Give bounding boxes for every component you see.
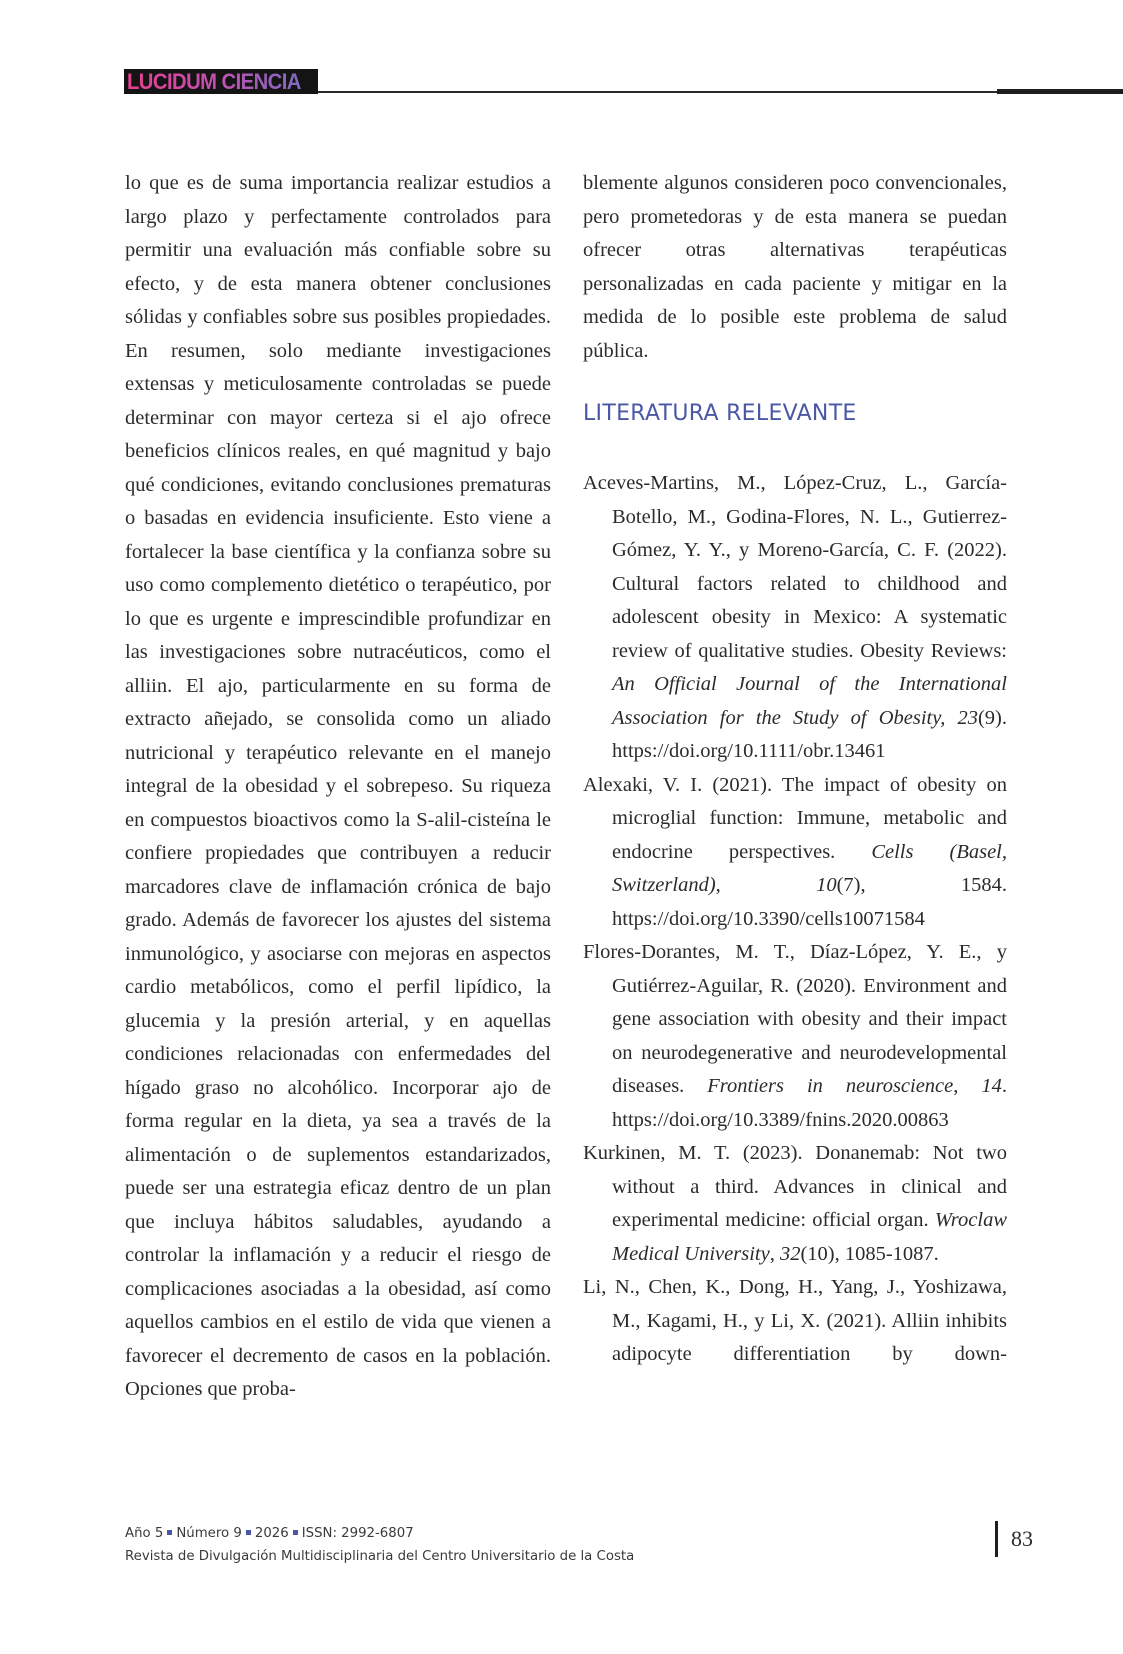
body-paragraph: lo que es de suma importancia realizar estudios a largo plazo y perfectamente controlados para permitir una evaluación más confiable sobre su efecto, y de esta manera obtener conclusiones sólidas y confiables sobre sus posibles propiedades. En resumen, solo mediante investigaciones extensas y meticulosamente controladas se puede determinar con mayor certeza si el ajo ofrece beneficios clínicos reales, en qué magnitud y bajo qué condiciones, evitando conclusiones prematuras o basadas en evidencia insuficiente. Esto viene a fortalecer la base científica y la confianza sobre su uso como complemento dietético o terapéutico, por lo que es urgente e imprescindible profundizar en las investigaciones sobre nutracéuticos, como el alliin. El ajo, particularmente en su forma de extracto añejado, se consolida como un aliado nutricional y terapéutico relevante en el manejo integral de la obesidad y el sobrepeso. Su riqueza en compuestos bioactivos como la S-alil-cisteína le confiere propiedades que contribuyen a reducir marcadores clave de inflamación crónica de bajo grado. Además de favorecer los ajustes del sistema inmunológico, y asociarse con mejoras en aspectos cardio metabólicos, como el perfil lipídico, la glucemia y la presión arterial, y en aquellas condiciones relacionadas con enfermedades del hígado graso no alcohólico. Incorporar ajo de forma regular en la dieta, ya sea a través de la alimentación o de suplementos estandarizados, puede ser una estrategia eficaz dentro de un plan que incluya hábitos saludables, ayudando a controlar la inflamación y a reducir el riesgo de complicaciones asociadas a la obesidad, así como aquellos cambios en el estilo de vida que vienen a favorecer el decremento de casos en la población. Opciones que proba- xyxy=(125,172,551,1400)
footer-issn: ISSN: 2992-6807 xyxy=(301,1526,414,1541)
reference-item: Alexaki, V. I. (2021). The impact of obesity on microglial function: Immune, metabolic and endocrine perspectives. Cells (Basel, Switzerland), 10(7), 1584. https://doi.org/10.3390/cells10071584 xyxy=(583,773,1007,930)
footer-journal-name: Revista de Divulgación Multidisciplinaria del Centro Universitario de la Costa xyxy=(125,1549,635,1564)
page-number-divider xyxy=(995,1521,998,1557)
journal-title-banner xyxy=(124,69,318,94)
section-heading: LITERATURA RELEVANTE xyxy=(583,401,857,426)
left-column xyxy=(125,167,551,1407)
square-separator-icon xyxy=(246,1530,251,1535)
footer-year: Año 5 xyxy=(125,1526,164,1541)
footer-date: 2026 xyxy=(254,1526,289,1541)
reference-item: Kurkinen, M. T. (2023). Donanemab: Not two without a third. Advances in clinical and experimental medicine: official organ. Wroclaw Medical University, 32(10), 1085-1087. xyxy=(583,1142,1007,1265)
right-column xyxy=(583,167,1007,1372)
header-rule-accent xyxy=(997,89,1123,94)
page-number: 83 xyxy=(1011,1526,1033,1551)
reference-item: Li, N., Chen, K., Dong, H., Yang, J., Yoshizawa, M., Kagami, H., y Li, X. (2021). Alliin inhibits adipocyte differentiation by down- xyxy=(583,1276,1007,1365)
footer-issue-info xyxy=(125,1526,414,1541)
square-separator-icon xyxy=(293,1530,298,1535)
footer-number: Número 9 xyxy=(176,1526,242,1541)
body-paragraph-continued: blemente algunos consideren poco convencionales, pero prometedoras y de esta manera se puedan ofrecer otras alternativas terapéuticas personalizadas en cada paciente y mitigar en la medida de lo posible este problema de salud pública. xyxy=(583,172,1007,362)
journal-title: LUCIDUM CIENCIA xyxy=(127,69,301,94)
reference-item: Flores-Dorantes, M. T., Díaz-López, Y. E., y Gutiérrez-Aguilar, R. (2020). Environment and gene association with obesity and their impact on neurodegenerative and neurodevelopmental diseases. Frontiers in neuroscience, 14. https://doi.org/10.3389/fnins.2020.00863 xyxy=(583,941,1007,1131)
square-separator-icon xyxy=(167,1530,172,1535)
reference-list xyxy=(583,467,1007,1372)
header-rule xyxy=(318,91,1000,93)
reference-item: Aceves-Martins, M., López-Cruz, L., García-Botello, M., Godina-Flores, N. L., Gutierrez-Gómez, Y. Y., y Moreno-García, C. F. (2022). Cultural factors related to childhood and adolescent obesity in Mexico: A systematic review of qualitative studies. Obesity Reviews: An Official Journal of the International Association for the Study of Obesity, 23(9). https://doi.org/10.1111/obr.13461 xyxy=(583,472,1007,762)
